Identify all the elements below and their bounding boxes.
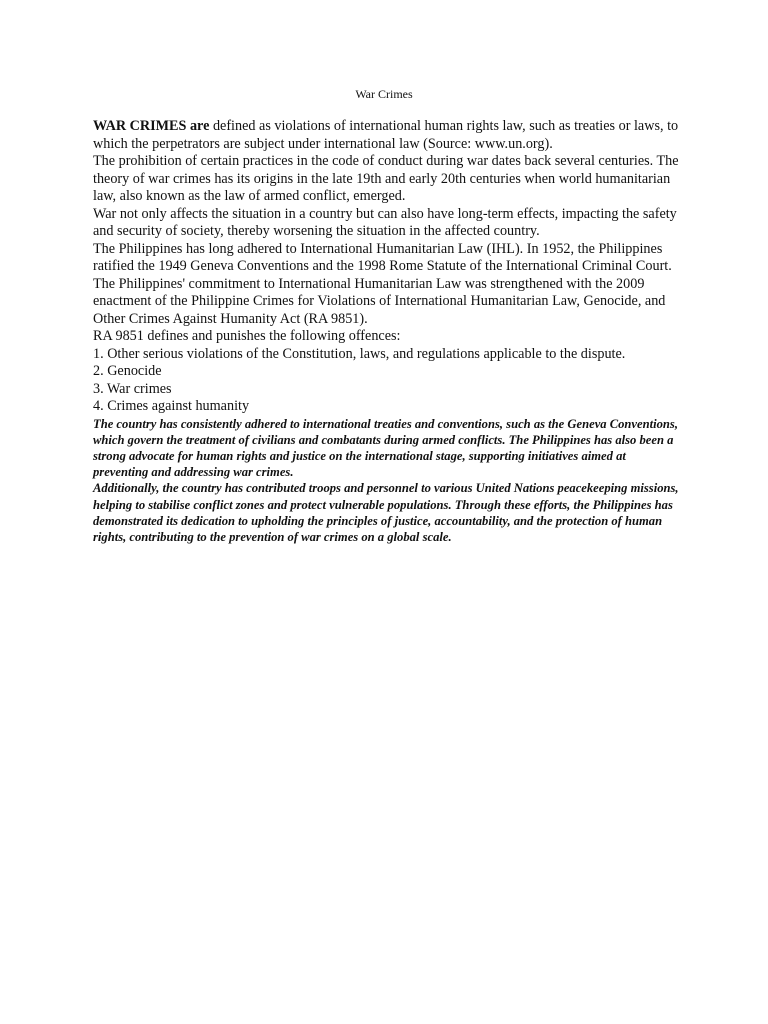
offence-item: 3. War crimes — [93, 380, 172, 397]
emphasis-block — [93, 416, 683, 546]
commitment-paragraph: The country has consistently adhered to international treaties and conventions, such as the Geneva Conventions, which govern the treatment of civilians and combatants during armed conflicts. The Philippines has also been a strong advocate for human rights and justice on the international stage, supporting initiatives aimed at preventing and addressing war crimes. — [93, 416, 678, 480]
offence-item: 1. Other serious violations of the Constitution, laws, and regulations applicable to the dispute. — [93, 345, 626, 362]
intro-paragraph — [93, 118, 683, 153]
impact-paragraph: War not only affects the situation in a country but can also have long-term effects, impacting the safety and security of society, thereby worsening the situation in the affected country. — [93, 205, 677, 239]
history-paragraph: The prohibition of certain practices in the code of conduct during war dates back several centuries. The theory of war crimes has its origins in the late 19th and early 20th centuries when world humanitarian law, also known as the law of armed conflict, emerged. — [93, 153, 679, 204]
ra9851-paragraph: RA 9851 defines and punishes the following offences: — [93, 328, 401, 344]
offence-item: 4. Crimes against humanity — [93, 398, 250, 414]
document-title: War Crimes — [355, 87, 413, 101]
offence-item: 2. Genocide — [93, 363, 162, 379]
document-body — [93, 118, 683, 545]
philippines-ihl-paragraph: The Philippines has long adhered to International Humanitarian Law (IHL). In 1952, the Philippines ratified the 1949 Geneva Conventions and the 1998 Rome Statute of the International Criminal Court. The Philippines' commitment to International Humanitarian Law was strengthened with the 2009 enactment of the Philippine Crimes for Violations of International Humanitarian Law, Genocide, and Other Crimes Against Humanity Act (RA 9851). — [93, 240, 672, 327]
peacekeeping-paragraph: Additionally, the country has contributed troops and personnel to various United Nations peacekeeping missions, helping to stabilise conflict zones and protect vulnerable populations. Through these efforts, the Philippines has demonstrated its dedication to upholding the principles of justice, accountability, and the protection of human rights, contributing to the prevention of war crimes on a global scale. — [93, 481, 679, 544]
intro-rest: defined as violations of international human rights law, such as treaties or laws, to which the perpetrators are subject under international law (Source: www.un.org). — [93, 118, 679, 152]
intro-lead: WAR CRIMES are — [93, 118, 210, 134]
